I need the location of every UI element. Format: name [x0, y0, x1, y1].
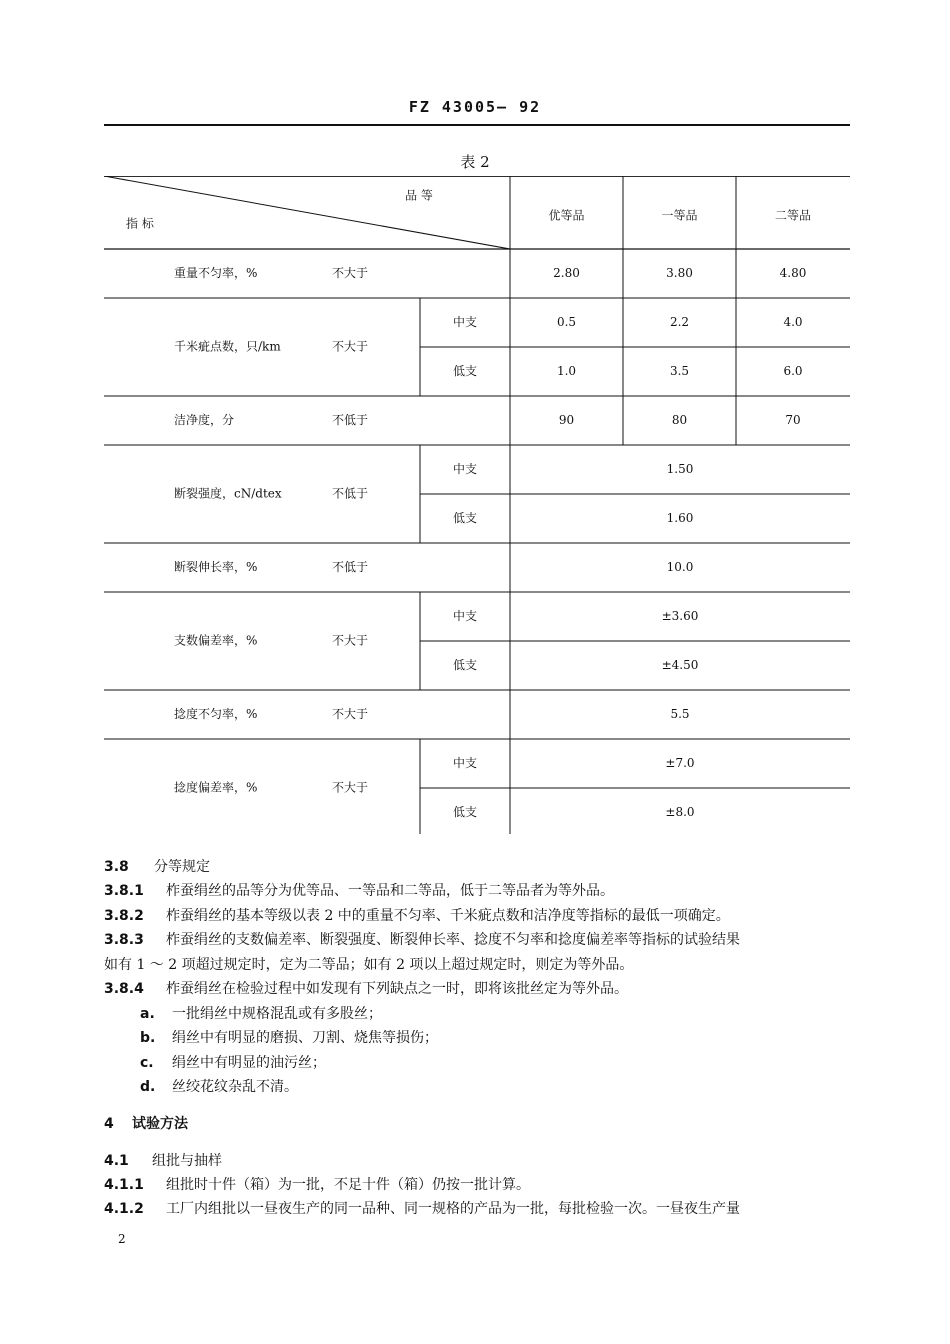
sub-label: 低支 — [452, 364, 478, 378]
section-text: 柞蚕绢丝的支数偏差率、断裂强度、断裂伸长率、捻度不匀率和捻度偏差率等指标的试验结果 — [166, 932, 740, 948]
table-cell: 70 — [785, 413, 801, 427]
row-condition: 不低于 — [332, 486, 369, 501]
section-number: 3.8.2 — [104, 908, 144, 924]
section-3-8-3 — [104, 928, 740, 952]
table-cell: 0.5 — [556, 315, 577, 329]
header-diagonal — [104, 176, 510, 249]
table-cell: 10.0 — [666, 560, 694, 574]
row-name: 支数偏差率，% — [174, 633, 258, 648]
row-condition: 不大于 — [332, 780, 369, 795]
table-title: 表 2 — [460, 153, 490, 171]
row-condition: 不大于 — [332, 266, 369, 280]
section-text: 柞蚕绢丝在检验过程中如发现有下列缺点之一时，即将该批丝定为等外品。 — [166, 981, 628, 997]
row-condition: 不大于 — [332, 339, 369, 354]
row-name: 断裂强度，cN/dtex — [174, 486, 282, 501]
sub-label: 低支 — [452, 805, 478, 819]
page-number: 2 — [118, 1232, 126, 1246]
section-text: 柞蚕绢丝的品等分为优等品、一等品和二等品，低于二等品者为等外品。 — [166, 883, 614, 899]
section-3-8-2 — [104, 904, 730, 928]
list-marker: a. — [140, 1006, 155, 1022]
header-rule — [104, 124, 850, 126]
table-cell: ±8.0 — [665, 805, 695, 819]
list-item — [140, 1075, 298, 1099]
grade-header: 一等品 — [661, 208, 698, 223]
grade-header: 优等品 — [548, 208, 585, 223]
list-item-text: 绢丝中有明显的油污丝； — [172, 1055, 326, 1071]
table-cell: 4.0 — [783, 315, 803, 329]
sub-label: 中支 — [452, 462, 478, 476]
section-number: 3.8.1 — [104, 883, 144, 899]
table-cell: 1.0 — [556, 364, 577, 378]
section-number: 3.8.4 — [104, 981, 144, 997]
section-number: 3.8 — [104, 859, 129, 875]
sub-label: 中支 — [452, 609, 478, 623]
section-heading: 组批与抽样 — [152, 1153, 222, 1169]
list-item-text: 绢丝中有明显的磨损、刀割、烧焦等损伤； — [172, 1030, 438, 1046]
table-cell: 1.50 — [666, 462, 694, 476]
section-number: 4.1.2 — [104, 1201, 144, 1217]
section-number: 4.1.1 — [104, 1177, 144, 1193]
list-item-text: 一批绢丝中规格混乱或有多股丝； — [172, 1006, 382, 1022]
row-name: 断裂伸长率，% — [174, 560, 258, 574]
table-cell: 6.0 — [783, 364, 803, 378]
header-corner-top: 品 等 — [405, 188, 433, 203]
section-4-1-1 — [104, 1173, 530, 1197]
section-4 — [104, 1112, 188, 1136]
section-4-1 — [104, 1149, 222, 1173]
table-cell: 3.80 — [666, 266, 693, 280]
list-item-text: 丝绞花纹杂乱不清。 — [172, 1079, 298, 1095]
document-code: FZ 43005— 92 — [408, 98, 542, 116]
table-cell: 90 — [558, 413, 575, 427]
spec-table — [104, 176, 850, 834]
section-text: 柞蚕绢丝的基本等级以表 2 中的重量不匀率、千米疵点数和洁净度等指标的最低一项确定。 — [166, 908, 730, 924]
row-condition: 不大于 — [332, 707, 369, 721]
table-cell: 2.2 — [669, 315, 690, 329]
list-item — [140, 1051, 326, 1075]
row-name: 重量不匀率，% — [174, 266, 258, 280]
section-4-1-2 — [104, 1197, 740, 1221]
list-marker: d. — [140, 1079, 156, 1095]
table-cell: ±4.50 — [661, 658, 699, 672]
list-item — [140, 1026, 438, 1050]
header-corner-bottom: 指 标 — [126, 216, 154, 231]
table-cell: ±3.60 — [661, 609, 699, 623]
list-marker: c. — [140, 1055, 154, 1071]
section-3-8 — [104, 855, 210, 879]
section-number: 3.8.3 — [104, 932, 144, 948]
section-heading: 试验方法 — [132, 1116, 188, 1132]
table-cell: 1.60 — [666, 511, 694, 525]
table-cell: ±7.0 — [665, 756, 695, 770]
section-number: 4.1 — [104, 1153, 129, 1169]
row-name: 千米疵点数，只/km — [174, 339, 281, 354]
section-heading: 分等规定 — [154, 859, 210, 875]
section-text: 组批时十件（箱）为一批，不足十件（箱）仍按一批计算。 — [166, 1177, 530, 1193]
row-name: 捻度偏差率，% — [174, 780, 258, 795]
sub-label: 低支 — [452, 658, 478, 672]
section-text: 工厂内组批以一昼夜生产的同一品种、同一规格的产品为一批，每批检验一次。一昼夜生产量 — [166, 1201, 740, 1217]
row-name: 洁净度，分 — [174, 413, 235, 427]
list-marker: b. — [140, 1030, 156, 1046]
sub-label: 低支 — [452, 511, 478, 525]
grade-header: 二等品 — [774, 208, 812, 223]
table-cell: 5.5 — [670, 707, 690, 721]
row-condition: 不低于 — [332, 560, 369, 574]
table-text — [126, 189, 811, 820]
section-3-8-1 — [104, 879, 614, 903]
table-cell: 3.5 — [669, 364, 690, 378]
list-item — [140, 1002, 382, 1026]
sub-label: 中支 — [452, 315, 478, 329]
section-3-8-4 — [104, 977, 628, 1001]
row-condition: 不大于 — [332, 633, 369, 648]
table-cell: 4.80 — [779, 266, 807, 280]
section-number: 4 — [104, 1116, 114, 1132]
row-condition: 不低于 — [332, 413, 369, 427]
table-cell: 2.80 — [553, 266, 580, 280]
section-3-8-3-continued: 如有 1 ～ 2 项超过规定时，定为二等品；如有 2 项以上超过规定时，则定为等外品。 — [104, 957, 634, 973]
table-cell: 80 — [671, 413, 688, 427]
sub-label: 中支 — [452, 756, 478, 770]
row-name: 捻度不匀率，% — [174, 707, 258, 721]
